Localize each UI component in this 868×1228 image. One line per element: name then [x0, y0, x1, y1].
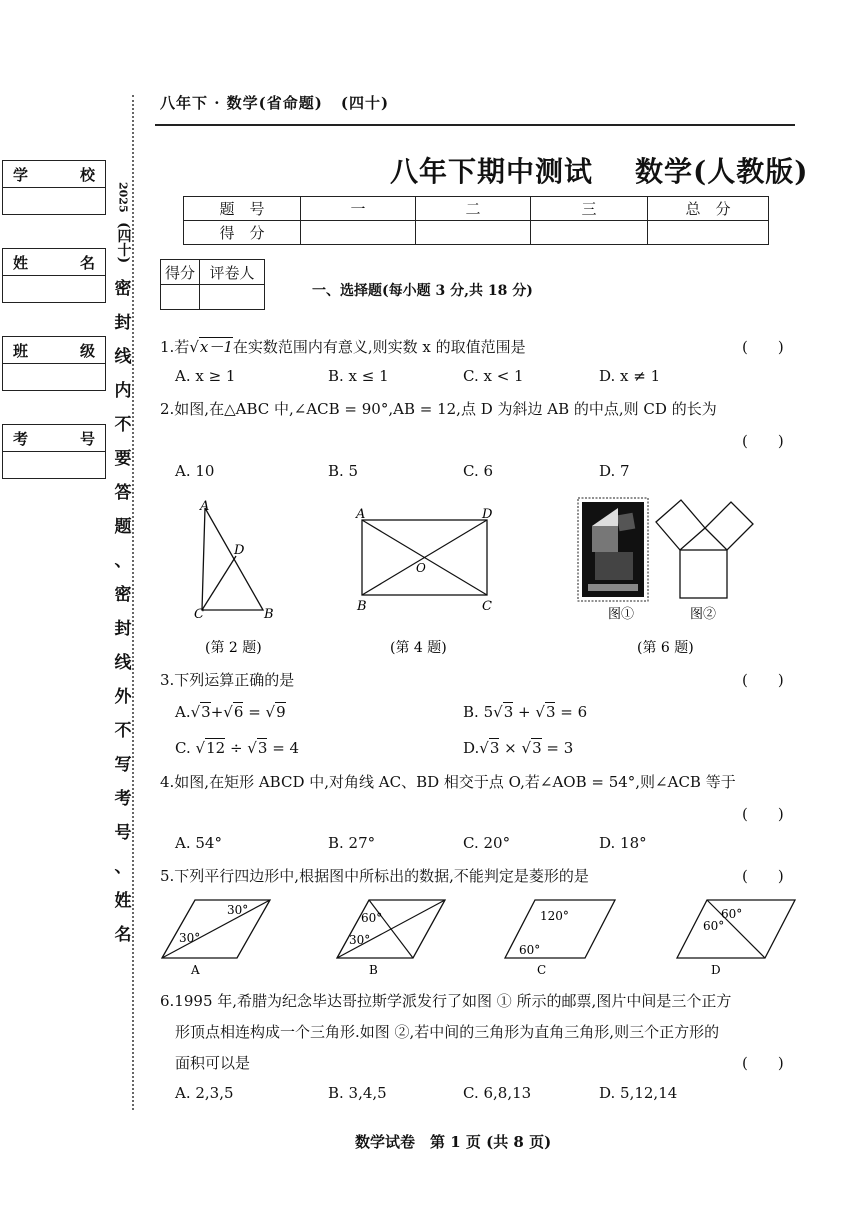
q3d-r2: 3 — [532, 739, 542, 757]
grader-name-cell[interactable] — [200, 285, 265, 310]
q5b-angle-1: 60° — [361, 911, 383, 925]
exam-number-label-a: 考 — [13, 429, 29, 448]
q5-figure-b — [337, 900, 445, 977]
seal-char: 不 — [114, 720, 132, 741]
q3-option-b — [463, 703, 587, 721]
figure-q4-rectangle — [355, 507, 493, 614]
exam-number-label-b: 号 — [79, 429, 95, 448]
question-6-line-1: 6.1995 年,希腊为纪念毕达哥拉斯学派发行了如图 ① 所示的邮票,图片中间是三个正方 — [160, 992, 732, 1010]
seal-chars — [112, 272, 134, 952]
q3-option-c — [175, 739, 299, 757]
fig6-label-2: 图② — [690, 607, 717, 622]
question-2: 2.如图,在△ABC 中,∠ACB = 90°,AB = 12,点 D 为斜边 AB 的中点,则 CD 的长为 — [160, 400, 717, 418]
q3b-r1: 3 — [503, 703, 514, 721]
class-blank[interactable] — [3, 364, 105, 390]
sqrt-icon: √ — [535, 703, 545, 721]
q6-option-a: A. 2,3,5 — [175, 1084, 234, 1102]
sqrt-icon: √ — [195, 739, 206, 757]
fig2-point-a: A — [200, 499, 210, 514]
seal-instructions — [112, 182, 134, 952]
q5c-angle-2: 60° — [519, 943, 541, 957]
q3b-r2: 3 — [545, 703, 556, 721]
q3c-op1: ÷ — [229, 739, 243, 757]
title-main: 八年下期中测试 — [390, 155, 594, 188]
q3-option-a — [175, 703, 286, 721]
q6-answer-paren[interactable]: ( ) — [742, 1054, 784, 1072]
sqrt-icon: √ — [479, 739, 489, 757]
question-3: 3.下列运算正确的是 — [160, 671, 295, 689]
q3d-op1: × — [504, 739, 517, 757]
fig4-caption: (第 4 题) — [390, 640, 447, 656]
sqrt-icon: √ — [223, 703, 233, 721]
q1-option-c: C. x < 1 — [463, 367, 524, 385]
q3-option-d — [463, 739, 573, 757]
name-label-b: 名 — [79, 253, 95, 272]
score-row-label: 得 分 — [184, 221, 301, 245]
q2-option-d: D. 7 — [599, 462, 630, 480]
fig4-point-d: D — [482, 507, 493, 522]
q3d-r1: 3 — [489, 739, 500, 757]
seal-char: 号 — [114, 822, 132, 843]
figures-row — [150, 490, 800, 665]
seal-char: 内 — [114, 380, 132, 401]
fig4-point-o: O — [416, 561, 426, 575]
sqrt-icon: √ — [247, 739, 257, 757]
q6-option-b: B. 3,4,5 — [328, 1084, 387, 1102]
q5-label-d: D — [711, 963, 721, 977]
score-col-1: 一 — [301, 197, 416, 221]
seal-char: 要 — [114, 448, 132, 469]
q3a-op1: + — [210, 703, 224, 721]
q3c-r2: 3 — [257, 739, 268, 757]
q5d-angle-2: 60° — [703, 919, 725, 933]
question-1 — [160, 336, 526, 357]
q4-option-c: C. 20° — [463, 834, 511, 852]
figure-q6-stamp — [578, 498, 648, 601]
seal-char: 封 — [114, 312, 132, 333]
grader-score-cell[interactable] — [161, 285, 200, 310]
score-cell-3[interactable] — [531, 221, 648, 245]
fig4-point-b: B — [357, 599, 367, 614]
q3d-rest: = 3 — [546, 739, 574, 757]
q1-pre: 1.若 — [160, 338, 190, 356]
name-blank[interactable] — [3, 276, 105, 302]
seal-char: 、 — [114, 550, 132, 571]
q1-radicand: x－1 — [199, 338, 233, 356]
header-rule — [155, 124, 795, 126]
exam-number-field[interactable] — [2, 424, 106, 479]
q5-figure-d — [677, 900, 795, 977]
seal-year — [112, 182, 134, 216]
q4-option-d: D. 18° — [599, 834, 647, 852]
question-4: 4.如图,在矩形 ABCD 中,对角线 AC、BD 相交于点 O,若∠AOB = 54°,则∠ACB 等于 — [160, 773, 736, 791]
question-6-line-3: 面积可以是 — [175, 1054, 251, 1072]
figure-q2-triangle — [194, 499, 274, 622]
q3b-op1: + — [518, 703, 531, 721]
school-label-b: 校 — [79, 165, 95, 184]
class-label-b: 级 — [79, 341, 95, 360]
seal-char: 密 — [114, 584, 132, 605]
sqrt-icon: √ — [189, 338, 199, 356]
name-field[interactable] — [2, 248, 106, 303]
q4-option-b: B. 27° — [328, 834, 376, 852]
q4-option-a: A. 54° — [175, 834, 222, 852]
q5a-angle-2: 30° — [179, 931, 201, 945]
q3c-letter: C. — [175, 739, 191, 757]
q2-answer-paren[interactable]: ( ) — [742, 432, 784, 450]
q3a-op2: = — [248, 703, 261, 721]
seal-char: 封 — [114, 618, 132, 639]
seal-char: 答 — [114, 482, 132, 503]
figure-q6-squares — [656, 500, 753, 598]
seal-char: 、 — [114, 856, 132, 877]
q1-option-d: D. x ≠ 1 — [599, 367, 661, 385]
q6-option-d: D. 5,12,14 — [599, 1084, 678, 1102]
q5-answer-paren[interactable]: ( ) — [742, 867, 784, 885]
q2-option-b: B. 5 — [328, 462, 359, 480]
seal-volume-text: (四十) — [115, 221, 132, 263]
q5b-angle-2: 30° — [349, 933, 371, 947]
grader-name-label: 评卷人 — [200, 260, 265, 285]
question-6-line-2: 形顶点相连构成一个三角形.如图 ②,若中间的三角形为直角三角形,则三个正方形的 — [175, 1023, 720, 1041]
score-cell-1[interactable] — [301, 221, 416, 245]
q3-answer-paren[interactable]: ( ) — [742, 671, 784, 689]
q5-figure-a — [162, 900, 270, 977]
q5-label-b: B — [369, 963, 378, 977]
grader-box — [160, 259, 265, 310]
q3b-rest: = 6 — [560, 703, 588, 721]
q1-option-a: A. x ≥ 1 — [175, 367, 236, 385]
fig2-point-c: C — [194, 607, 204, 622]
q3c-r1: 12 — [206, 739, 226, 757]
q3b-pre: 5 — [483, 703, 494, 721]
seal-char: 线 — [114, 652, 132, 673]
seal-char: 密 — [114, 278, 132, 299]
exam-number-blank[interactable] — [3, 452, 105, 478]
seal-char: 外 — [114, 686, 132, 707]
title-subject: 数学(人教版) — [635, 155, 809, 188]
seal-char: 不 — [114, 414, 132, 435]
sqrt-icon: √ — [265, 703, 276, 721]
q2-option-c: C. 6 — [463, 462, 494, 480]
q3a-r1: 3 — [201, 703, 211, 721]
seal-char: 考 — [114, 788, 132, 809]
fig4-point-a: A — [356, 507, 366, 522]
school-field[interactable] — [2, 160, 106, 215]
q5-label-a: A — [191, 963, 200, 977]
page-title — [390, 150, 809, 190]
seal-volume — [112, 222, 134, 268]
fig6-label-1: 图① — [608, 607, 635, 622]
q1-option-b: B. x ≤ 1 — [328, 367, 389, 385]
grader-score-label: 得分 — [161, 260, 200, 285]
score-cell-total[interactable] — [648, 221, 769, 245]
school-blank[interactable] — [3, 188, 105, 214]
series-volume: (四十) — [340, 94, 390, 112]
q3a-r3: 9 — [276, 703, 286, 721]
q3a-r2: 6 — [233, 703, 244, 721]
question-5: 5.下列平行四边形中,根据图中所标出的数据,不能判定是菱形的是 — [160, 867, 589, 885]
q5d-angle-1: 60° — [721, 907, 743, 921]
q5-figure-c — [505, 900, 615, 977]
class-field[interactable] — [2, 336, 106, 391]
q3c-rest: = 4 — [272, 739, 300, 757]
score-table — [183, 196, 769, 245]
fig4-point-c: C — [482, 599, 492, 614]
page-footer: 数学试卷 第 1 页 (共 8 页) — [355, 1133, 552, 1151]
class-label-a: 班 — [13, 341, 29, 360]
name-label-a: 姓 — [13, 253, 29, 272]
seal-year-text: 2025 — [116, 182, 130, 213]
q5-figures — [155, 892, 805, 982]
score-col-3: 三 — [531, 197, 648, 221]
seal-char: 名 — [114, 924, 132, 945]
fig2-point-b: B — [264, 607, 274, 622]
fig2-point-d: D — [234, 543, 245, 558]
q1-post: 在实数范围内有意义,则实数 x 的取值范围是 — [232, 338, 526, 356]
q3a-letter: A. — [175, 703, 191, 721]
q4-answer-paren[interactable]: ( ) — [742, 805, 784, 823]
seal-char: 线 — [114, 346, 132, 367]
fig6-caption: (第 6 题) — [637, 640, 694, 656]
school-label-a: 学 — [13, 165, 29, 184]
q2-option-a: A. 10 — [175, 462, 215, 480]
q6-option-c: C. 6,8,13 — [463, 1084, 532, 1102]
q5c-angle-1: 120° — [540, 909, 569, 923]
q3d-letter: D. — [463, 739, 480, 757]
score-cell-2[interactable] — [416, 221, 531, 245]
exam-series-header — [160, 92, 389, 113]
section-heading: 一、选择题(每小题 3 分,共 18 分) — [312, 283, 533, 299]
score-col-header: 题 号 — [184, 197, 301, 221]
q1-answer-paren[interactable]: ( ) — [742, 338, 784, 356]
sqrt-icon: √ — [493, 703, 503, 721]
sqrt-icon: √ — [190, 703, 201, 721]
q5a-angle-1: 30° — [227, 903, 249, 917]
series-label: 八年下 · 数学(省命题) — [160, 94, 323, 112]
score-col-2: 二 — [416, 197, 531, 221]
seal-char: 姓 — [114, 890, 132, 911]
score-col-total: 总 分 — [648, 197, 769, 221]
sqrt-icon: √ — [521, 739, 532, 757]
seal-char: 写 — [114, 754, 132, 775]
seal-char: 题 — [114, 516, 132, 537]
fig2-caption: (第 2 题) — [205, 640, 262, 656]
q5-label-c: C — [537, 963, 547, 977]
q3b-letter: B. — [463, 703, 479, 721]
